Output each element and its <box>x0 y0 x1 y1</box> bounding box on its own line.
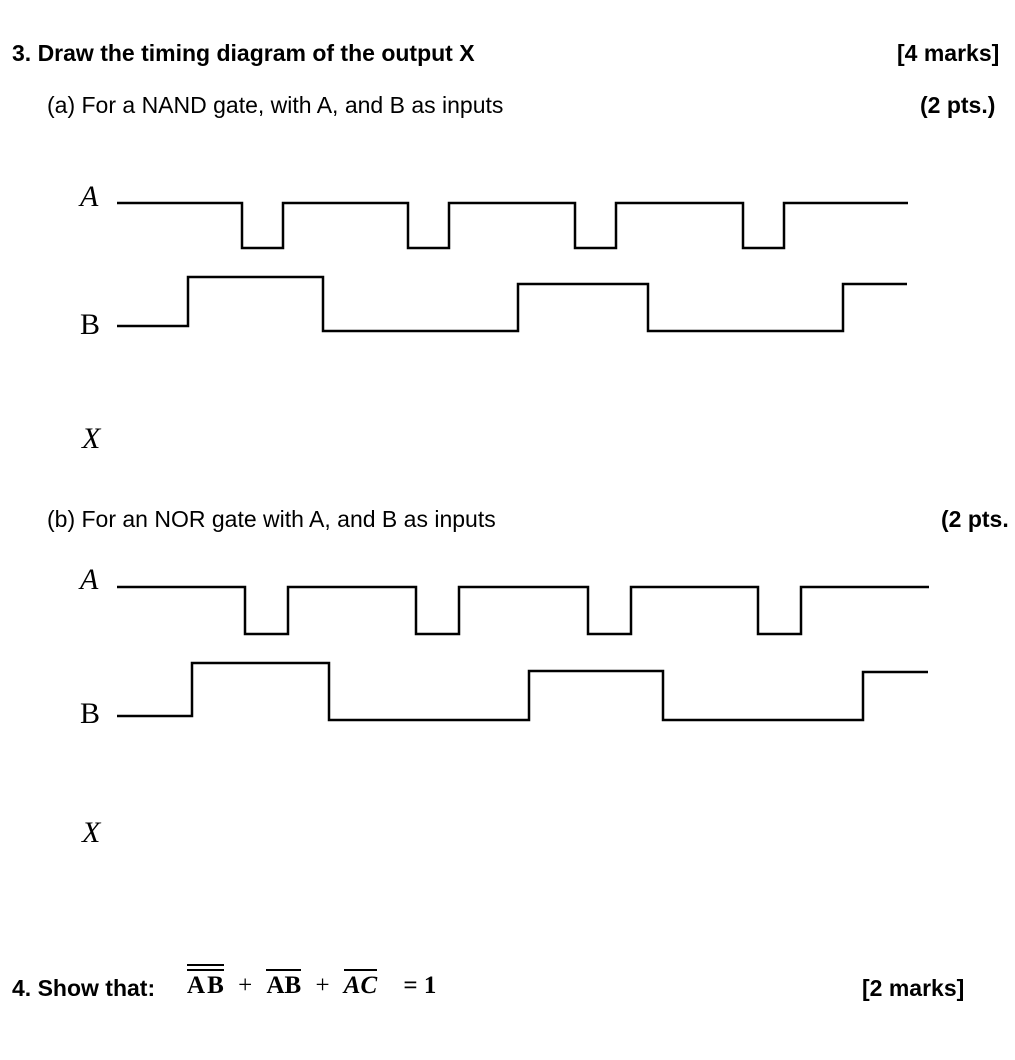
part-b-waveform-a <box>117 587 929 634</box>
part-a-signal-x-label: X <box>82 422 101 455</box>
part-b-label: (b) For an NOR gate with A, and B as inputs <box>47 506 496 532</box>
expr-plus-2: + <box>315 972 330 999</box>
part-b-signal-b-label: B <box>80 697 101 730</box>
part-a-signal-a-label: A <box>80 180 99 213</box>
expr-term-1-a: A <box>187 972 206 999</box>
part-b-signal-x-label: X <box>82 816 101 849</box>
question-3-marks: [4 marks] <box>897 40 1000 66</box>
part-b-waveform-b <box>117 663 928 720</box>
expr-term-2: AB <box>266 972 302 999</box>
expr-equals: = 1 <box>403 972 437 999</box>
question-4-marks: [2 marks] <box>862 975 965 1001</box>
question-4-prefix: 4. Show that: <box>12 975 156 1001</box>
expr-term-3: AC <box>343 972 378 999</box>
expr-term-1 <box>187 972 224 1000</box>
question-3-title: 3. Draw the timing diagram of the output X <box>12 40 475 66</box>
expr-plus-1: + <box>238 972 253 999</box>
part-b-signal-a-label: A <box>80 563 99 596</box>
boolean-expression <box>187 972 436 1000</box>
part-a-label: (a) For a NAND gate, with A, and B as inputs <box>47 92 504 118</box>
expr-term-1-b: B <box>207 972 224 999</box>
part-a-points: (2 pts.) <box>920 92 996 118</box>
part-a-signal-b-label: B <box>80 308 101 341</box>
part-b-points: (2 pts. <box>941 506 1009 532</box>
